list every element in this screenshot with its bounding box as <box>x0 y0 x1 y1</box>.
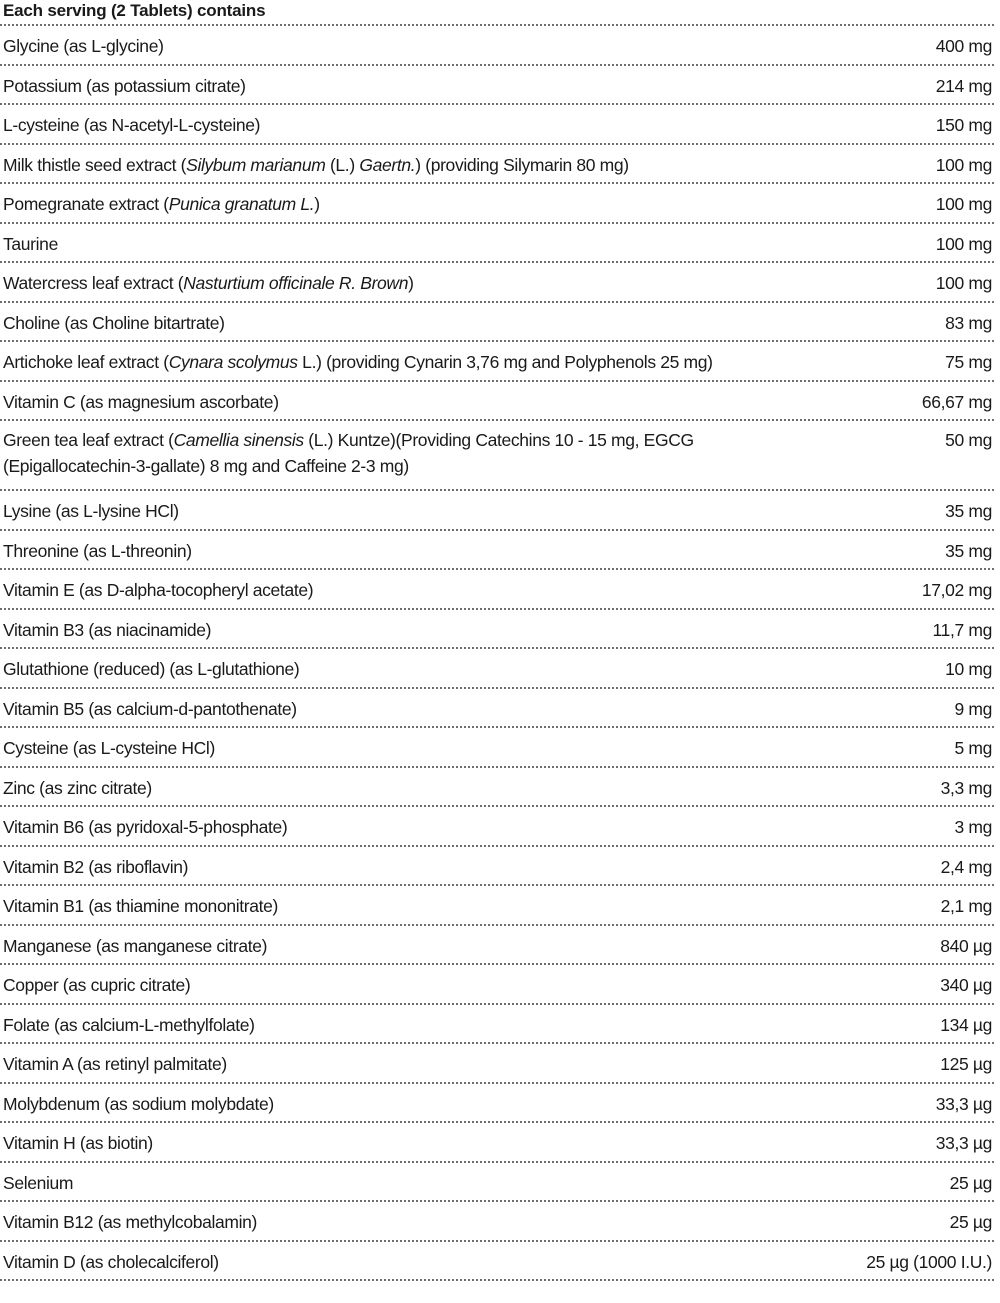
ingredient-amount: 125 µg <box>940 1054 992 1074</box>
ingredient-name: Manganese (as manganese citrate) <box>3 935 268 956</box>
ingredient-amount: 17,02 mg <box>921 580 992 600</box>
ingredient-name: Vitamin C (as magnesium ascorbate) <box>3 391 279 412</box>
ingredient-name: Vitamin B3 (as niacinamide) <box>3 619 212 640</box>
ingredient-name: Cysteine (as L-cysteine HCl) <box>3 738 215 758</box>
table-row <box>0 184 994 224</box>
table-row <box>0 224 994 264</box>
ingredient-text: Pomegranate extract ( <box>3 194 169 214</box>
ingredient-name: Selenium <box>3 1172 74 1193</box>
ingredient-list <box>0 26 994 1281</box>
table-row <box>0 105 994 145</box>
ingredient-name <box>0 270 763 296</box>
ingredient-text: ) <box>314 194 320 214</box>
table-row <box>0 610 994 650</box>
table-row <box>0 1242 994 1282</box>
table-row <box>0 649 994 689</box>
table-row <box>0 303 994 343</box>
table-row <box>0 570 994 610</box>
table-row <box>0 531 994 571</box>
table-row <box>0 1123 994 1163</box>
ingredient-amount: 3,3 mg <box>940 777 992 798</box>
ingredient-amount: 25 µg <box>949 1212 992 1232</box>
ingredient-amount: 2,4 mg <box>940 856 992 877</box>
table-row <box>0 263 994 303</box>
ingredient-amount: 66,67 mg <box>921 391 992 412</box>
ingredient-name <box>0 191 763 217</box>
ingredient-name: Glutathione (reduced) (as L-glutathione) <box>3 659 300 679</box>
ingredient-text: ) <box>408 273 414 293</box>
ingredient-amount: 25 µg (1000 I.U.) <box>866 1251 992 1272</box>
table-row <box>0 926 994 966</box>
ingredient-text: ) (providing Silymarin 80 mg) <box>415 154 629 175</box>
ingredient-amount: 100 mg <box>935 233 992 254</box>
table-row <box>0 1005 994 1045</box>
ingredient-text: Green tea leaf extract ( <box>3 430 174 450</box>
table-row <box>0 689 994 729</box>
ingredient-name: Lysine (as L-lysine HCl) <box>3 501 179 521</box>
ingredient-text: L.) (providing Cynarin 3,76 mg and Polyphenols 25 mg) <box>297 352 713 372</box>
ingredient-amount: 2,1 mg <box>940 896 992 916</box>
table-row <box>0 491 994 531</box>
table-row <box>0 1044 994 1084</box>
ingredient-name: Vitamin H (as biotin) <box>3 1133 153 1153</box>
ingredient-amount: 33,3 µg <box>935 1093 992 1114</box>
ingredient-amount: 50 mg <box>945 430 992 450</box>
ingredient-name: Zinc (as zinc citrate) <box>3 777 152 798</box>
ingredient-name: Vitamin E (as D-alpha-tocopheryl acetate) <box>3 580 314 600</box>
ingredient-name: Copper (as cupric citrate) <box>3 975 191 995</box>
ingredient-name <box>0 427 763 479</box>
ingredient-amount: 340 µg <box>940 975 992 995</box>
ingredient-amount: 83 mg <box>945 312 992 333</box>
table-row <box>0 728 994 768</box>
ingredient-amount: 150 mg <box>935 115 992 135</box>
table-row <box>0 342 994 382</box>
ingredient-amount: 840 µg <box>940 935 992 956</box>
ingredient-amount: 75 mg <box>945 352 992 372</box>
table-row <box>0 965 994 1005</box>
table-row <box>0 1163 994 1203</box>
table-row <box>0 26 994 66</box>
ingredient-name: L-cysteine (as N-acetyl-L-cysteine) <box>3 115 261 135</box>
ingredient-name: Vitamin A (as retinyl palmitate) <box>3 1054 227 1074</box>
ingredient-amount: 35 mg <box>945 540 992 561</box>
ingredient-amount: 25 µg <box>949 1172 992 1193</box>
ingredient-name: Potassium (as potassium citrate) <box>3 75 246 96</box>
table-row <box>0 1084 994 1124</box>
botanical-name: Nasturtium officinale R. Brown <box>183 273 409 293</box>
ingredient-amount: 35 mg <box>945 501 992 521</box>
ingredient-name <box>0 349 763 375</box>
ingredient-name: Vitamin D (as cholecalciferol) <box>3 1251 219 1272</box>
ingredient-amount: 33,3 µg <box>935 1133 992 1153</box>
ingredient-amount: 400 mg <box>935 36 992 56</box>
ingredient-amount: 100 mg <box>935 194 992 214</box>
ingredient-amount: 134 µg <box>940 1014 992 1035</box>
botanical-name: Camellia sinensis <box>173 430 304 450</box>
ingredient-text: Artichoke leaf extract ( <box>3 352 169 372</box>
ingredient-name: Vitamin B1 (as thiamine mononitrate) <box>3 896 278 916</box>
ingredient-amount: 100 mg <box>935 154 992 175</box>
ingredient-text: (L.) Kuntze)(Providing Catechins 10 - 15 mg, EGCG (Epigallocatechin-3-gallate) 8 mg and Caffeine 2-3 mg) <box>3 430 694 476</box>
ingredient-amount: 5 mg <box>954 738 992 758</box>
ingredient-name: Threonine (as L-threonin) <box>3 540 192 561</box>
serving-header: Each serving (2 Tablets) contains <box>0 0 994 26</box>
ingredient-text: Watercress leaf extract ( <box>3 273 184 293</box>
table-row <box>0 768 994 808</box>
ingredient-amount: 214 mg <box>935 75 992 96</box>
botanical-name: Gaertn. <box>359 154 416 175</box>
botanical-name: Punica granatum L. <box>168 194 315 214</box>
ingredient-text: Milk thistle seed extract ( <box>3 154 187 175</box>
ingredient-name: Choline (as Choline bitartrate) <box>3 312 225 333</box>
botanical-name: Silybum marianum <box>186 154 326 175</box>
table-row <box>0 807 994 847</box>
table-row <box>0 382 994 422</box>
table-row <box>0 145 994 185</box>
ingredient-name: Vitamin B6 (as pyridoxal-5-phosphate) <box>3 817 288 837</box>
ingredient-name: Folate (as calcium-L-methylfolate) <box>3 1014 255 1035</box>
ingredient-amount: 3 mg <box>954 817 992 837</box>
ingredient-name <box>0 152 763 178</box>
ingredient-amount: 11,7 mg <box>932 619 992 640</box>
botanical-name: Cynara scolymus <box>168 352 298 372</box>
ingredient-name: Vitamin B12 (as methylcobalamin) <box>3 1212 258 1232</box>
ingredient-amount: 9 mg <box>954 698 992 719</box>
table-row <box>0 1202 994 1242</box>
ingredient-amount: 10 mg <box>945 659 992 679</box>
ingredient-name: Vitamin B5 (as calcium-d-pantothenate) <box>3 698 297 719</box>
ingredient-text: (L.) <box>325 154 360 175</box>
ingredient-name: Glycine (as L-glycine) <box>3 36 164 56</box>
ingredient-name: Vitamin B2 (as riboflavin) <box>3 856 189 877</box>
ingredient-name: Taurine <box>3 233 58 254</box>
table-row <box>0 66 994 106</box>
table-row <box>0 421 994 491</box>
table-row <box>0 886 994 926</box>
ingredient-amount: 100 mg <box>935 273 992 293</box>
ingredient-name: Molybdenum (as sodium molybdate) <box>3 1093 274 1114</box>
table-row <box>0 847 994 887</box>
